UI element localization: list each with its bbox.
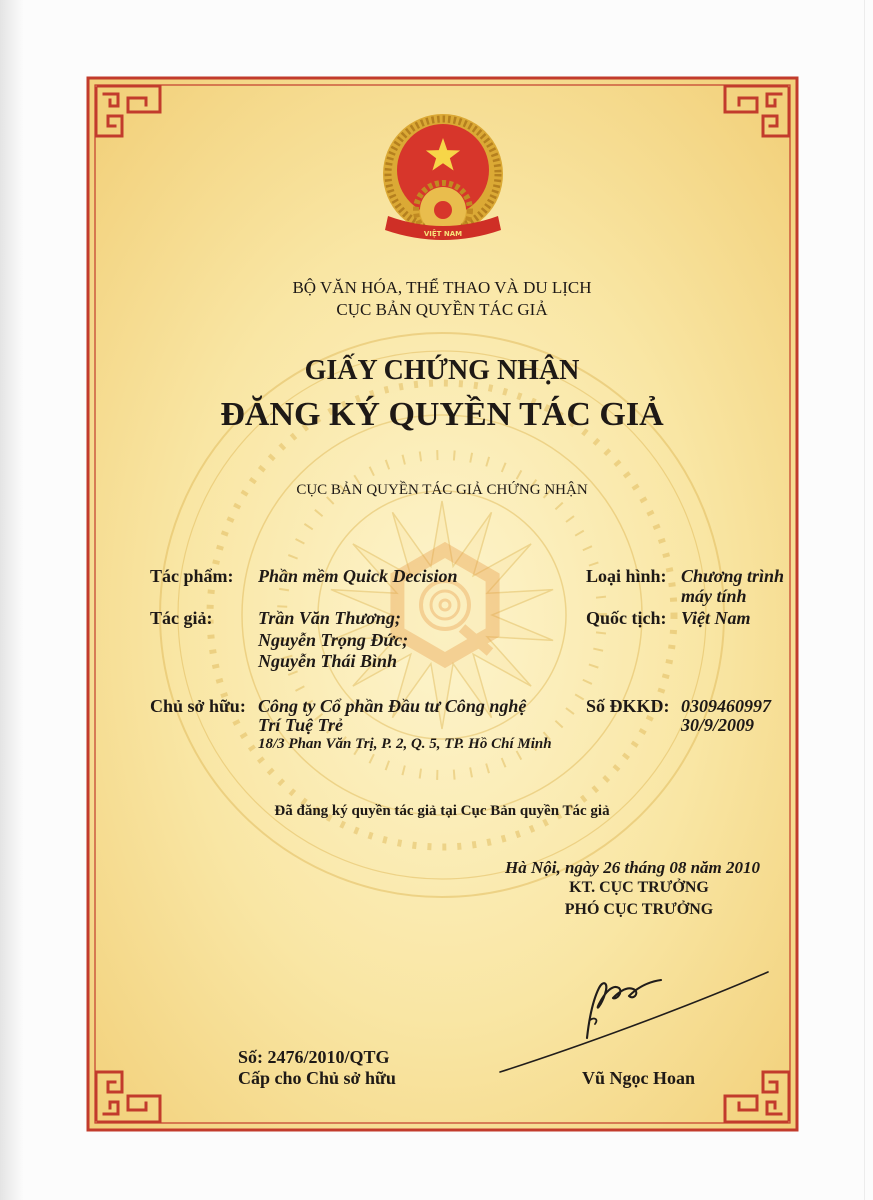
work-label: Tác phẩm: xyxy=(150,566,234,586)
signer-title-1: KT. CỤC TRƯỞNG xyxy=(569,879,709,896)
signature xyxy=(495,960,775,1080)
author-name: Nguyễn Thái Bình xyxy=(258,651,398,671)
author-name: Trần Văn Thương; xyxy=(258,608,401,628)
work-value: Phần mềm Quick Decision xyxy=(258,566,458,586)
certificate-number: Số: 2476/2010/QTG xyxy=(238,1047,390,1067)
owner-name-line-1: Công ty Cổ phần Đầu tư Công nghệ xyxy=(258,696,527,716)
emblem-gear-hub xyxy=(434,201,452,219)
signature-stroke xyxy=(500,972,768,1072)
title-line-1: GIẤY CHỨNG NHẬN xyxy=(304,355,580,386)
type-value-line-2: máy tính xyxy=(681,586,747,606)
department-name: CỤC BẢN QUYỀN TÁC GIẢ xyxy=(336,300,548,319)
emblem-ribbon-text: VIỆT NAM xyxy=(423,230,463,238)
national-emblem xyxy=(376,112,510,246)
ministry-name: BỘ VĂN HÓA, THỂ THAO VÀ DU LỊCH xyxy=(292,278,592,297)
issued-to: Cấp cho Chủ sở hữu xyxy=(238,1068,396,1088)
certifier-statement: CỤC BẢN QUYỀN TÁC GIẢ CHỨNG NHẬN xyxy=(296,482,588,498)
nationality-label: Quốc tịch: xyxy=(586,608,667,628)
signer-name: Vũ Ngọc Hoan xyxy=(582,1068,696,1088)
type-value-line-1: Chương trình xyxy=(681,566,784,586)
owner-name-line-2: Trí Tuệ Trẻ xyxy=(258,715,343,735)
business-reg-date: 30/9/2009 xyxy=(681,715,755,735)
signer-title-2: PHÓ CỤC TRƯỞNG xyxy=(564,901,714,918)
title-line-2: ĐĂNG KÝ QUYỀN TÁC GIẢ xyxy=(220,396,664,433)
registration-statement: Đã đăng ký quyền tác giả tại Cục Bản quyền Tác giả xyxy=(274,803,610,819)
signature-hook xyxy=(590,1019,596,1024)
owner-address: 18/3 Phan Văn Trị, P. 2, Q. 5, TP. Hồ Chí Minh xyxy=(258,736,552,752)
author-name: Nguyễn Trọng Đức; xyxy=(258,630,409,650)
place-and-date: Hà Nội, ngày 26 tháng 08 năm 2010 xyxy=(505,858,761,877)
nationality-value: Việt Nam xyxy=(681,608,751,628)
business-reg-number: 0309460997 xyxy=(681,696,771,716)
type-label: Loại hình: xyxy=(586,566,667,586)
owner-label: Chủ sở hữu: xyxy=(150,696,246,716)
business-reg-label: Số ĐKKD: xyxy=(586,696,670,716)
authors-label: Tác giả: xyxy=(150,608,213,628)
